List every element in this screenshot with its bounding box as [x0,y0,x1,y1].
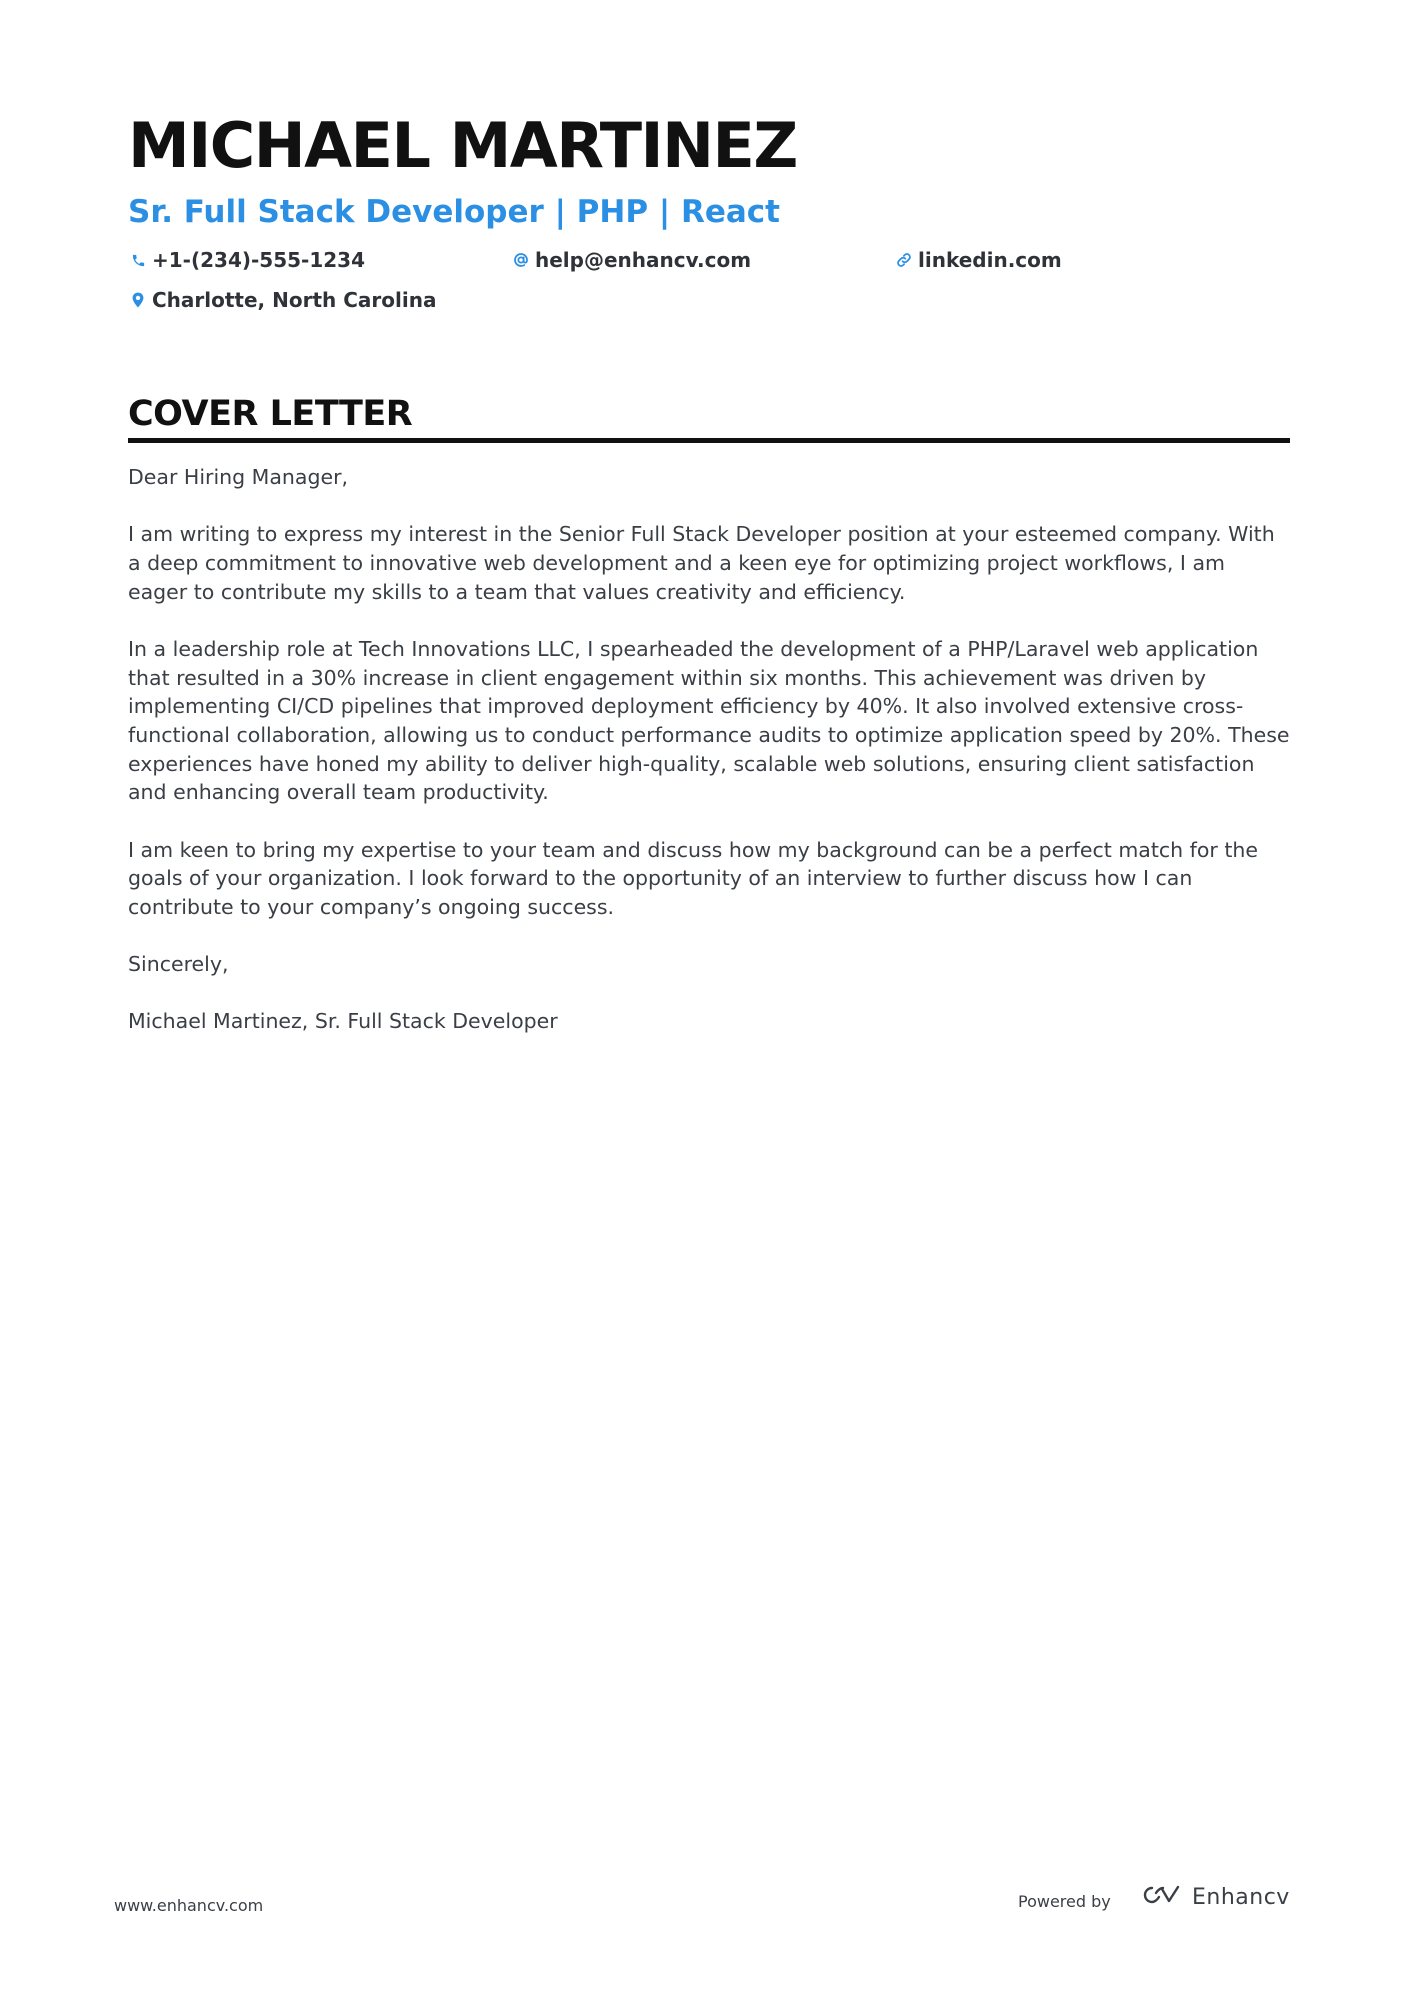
brand-name: Enhancv [1192,1885,1290,1910]
letter-paragraph: I am keen to bring my expertise to your team and discuss how my background can be a perfect match for the goals of your organization. I look forward to the opportunity of an interview to further discuss how I can contribute to your company’s ongoing success. [128,837,1259,919]
brand-logo[interactable] [1138,1883,1290,1912]
powered-by-label: Powered by [1018,1892,1111,1911]
letter-signature: Michael Martinez, Sr. Full Stack Developer [128,1009,558,1034]
contact-info [128,246,1288,330]
contact-linkedin[interactable] [894,246,1062,274]
footer-url[interactable]: www.enhancv.com [114,1896,264,1915]
location-text: Charlotte, North Carolina [152,288,437,312]
enhancv-logo-icon [1138,1883,1184,1912]
header [128,108,1288,330]
section-divider [128,438,1290,443]
letter-paragraph: I am writing to express my interest in the Senior Full Stack Developer position at your esteemed company. With a deep commitment to innovative web development and a keen eye for optimizing project workflows, I am eager to contribute my skills to a team that values creativity and efficiency. [128,522,1275,604]
cover-letter-section [128,392,1290,1065]
letter-greeting: Dear Hiring Manager, [128,465,349,489]
candidate-name: MICHAEL MARTINEZ [128,109,797,182]
letter-body [128,463,1290,1036]
linkedin-text: linkedin.com [918,248,1062,272]
phone-text: +1-(234)-555-1234 [152,248,366,272]
section-title: COVER LETTER [128,394,413,434]
letter-paragraph: In a leadership role at Tech Innovations LLC, I spearheaded the development of a PHP/Laravel web application that resulted in a 30% increase in client engagement within six months. This achievement was driven by implementing CI/CD pipelines that improved deployment efficiency by 40%. It also involved extensive cross-functional collaboration, allowing us to conduct performance audits to optimize application speed by 20%. These experiences have honed my ability to deliver high-quality, scalable web solutions, ensuring client satisfaction and enhancing overall team productivity. [128,636,1290,805]
letter-closing: Sincerely, [128,952,229,977]
location-pin-icon [128,290,148,310]
contact-location [128,286,436,314]
link-icon [894,250,914,270]
contact-email[interactable] [511,246,751,274]
at-icon [511,250,531,270]
email-text: help@enhancv.com [535,248,752,272]
phone-icon [128,250,148,270]
contact-phone[interactable] [128,246,365,274]
job-title: Sr. Full Stack Developer | PHP | React [128,194,780,230]
